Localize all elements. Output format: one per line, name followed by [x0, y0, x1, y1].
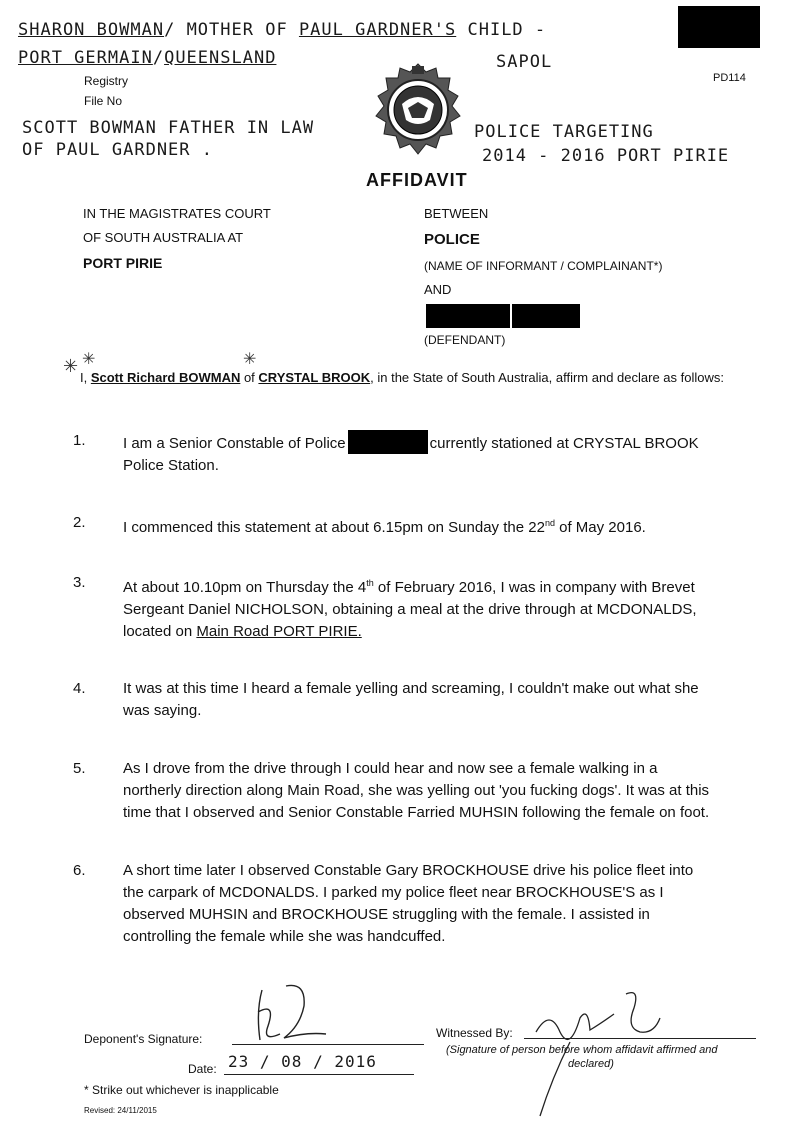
handwritten-name: SHARON BOWMAN	[18, 20, 165, 40]
asterisk-mark-icon: ✳	[82, 351, 96, 368]
handwritten-note-right1: POLICE TARGETING	[474, 122, 654, 142]
handwritten-note-line3: SCOTT BOWMAN FATHER IN LAW	[22, 118, 315, 138]
paragraph-line: A short time later I observed Constable Gary BROCKHOUSE drive his police fleet into	[123, 862, 694, 879]
paragraph-text	[123, 430, 753, 477]
underlined-location: Main Road PORT PIRIE.	[196, 623, 362, 640]
paragraph-line: Sergeant Daniel NICHOLSON, obtaining a meal at the drive through at MCDONALDS,	[123, 601, 697, 618]
file-no-label: File No	[84, 94, 123, 108]
intro-suffix: , in the State of South Australia, affirm and declare as follows:	[370, 370, 724, 385]
redaction-block	[678, 6, 760, 48]
paragraph-number: 1.	[73, 432, 86, 449]
paragraph-number: 3.	[73, 574, 86, 591]
handwritten-person: PAUL GARDNER'S	[298, 20, 457, 40]
between-label: BETWEEN	[424, 206, 489, 221]
strike-out-note: * Strike out whichever is inapplicable	[84, 1083, 279, 1097]
redaction-block	[426, 304, 510, 328]
informant-name: POLICE	[424, 231, 480, 248]
paragraph-line: located on	[123, 623, 197, 640]
handwritten-relation: MOTHER OF	[186, 20, 288, 40]
paragraph-line: As I drove from the drive through I could hear and now see a female walking in a	[123, 760, 658, 777]
asterisk-mark-icon: ✳	[243, 351, 257, 368]
paragraph-line: northerly direction along Main Road, she was yelling out 'you fucking dogs'. It was at this	[123, 782, 710, 799]
paragraph-line: observed MUHSIN and BROCKHOUSE struggling with the female. I assisted in	[123, 906, 650, 923]
paragraph-text	[123, 572, 753, 643]
paragraph-line: the carpark of MCDONALDS. I parked my police fleet near BROCKHOUSE'S as I	[123, 884, 664, 901]
revised-date: Revised: 24/11/2015	[84, 1106, 157, 1115]
paragraph-line: I commenced this statement at about 6.15pm on Sunday the 22	[123, 519, 545, 536]
handwritten-note-line1	[18, 20, 546, 40]
paragraph-text	[123, 758, 753, 824]
paragraph-text	[123, 512, 753, 539]
paragraph-line: Police Station.	[123, 457, 219, 474]
paragraph-line: controlling the female while she was handcuffed.	[123, 928, 446, 945]
paragraph-line: I am a Senior Constable of Police	[123, 435, 346, 452]
form-code: PD114	[713, 72, 746, 84]
superscript: nd	[544, 518, 555, 528]
intro-statement	[80, 370, 724, 385]
redaction-block	[512, 304, 580, 328]
paragraph-number: 4.	[73, 680, 86, 697]
document-title: AFFIDAVIT	[366, 170, 468, 190]
handwritten-separator: /	[164, 20, 176, 40]
handwritten-note-line4: OF PAUL GARDNER .	[22, 140, 213, 160]
intro-of: of	[240, 370, 259, 385]
deponent-signature-icon	[246, 982, 342, 1048]
registry-label: Registry	[84, 74, 129, 88]
paragraph-line: At about 10.10pm on Thursday the 4	[123, 579, 367, 596]
date-line	[224, 1074, 414, 1075]
defendant-label: (DEFENDANT)	[424, 333, 506, 347]
handwritten-state: QUEENSLAND	[164, 48, 277, 68]
deponent-name: Scott Richard BOWMAN	[90, 370, 241, 385]
paragraph-number: 2.	[73, 514, 86, 531]
paragraph-line: It was at this time I heard a female yelling and screaming, I couldn't make out what she	[123, 680, 699, 697]
asterisk-mark-icon: ✳	[63, 356, 79, 376]
paragraph-text	[123, 860, 753, 948]
paragraph-line: time that I observed and Senior Constable Farried MUHSIN following the female on foot.	[123, 804, 710, 821]
paragraph-number: 6.	[73, 862, 86, 879]
police-crest-icon	[372, 62, 464, 158]
witness-note-2: declared)	[568, 1058, 614, 1070]
court-line1: IN THE MAGISTRATES COURT	[83, 206, 271, 221]
deponent-signature-label: Deponent's Signature:	[84, 1032, 203, 1046]
handwritten-child: CHILD -	[467, 20, 547, 40]
superscript: th	[366, 578, 374, 588]
and-label: AND	[424, 282, 452, 297]
paragraph-line: currently stationed at CRYSTAL BROOK	[429, 435, 699, 452]
paragraph-number: 5.	[73, 760, 86, 777]
paragraph-line: of May 2016.	[554, 519, 646, 536]
deponent-place: CRYSTAL BROOK	[258, 370, 371, 385]
court-location: PORT PIRIE	[83, 255, 163, 271]
paragraph-line: of February 2016, I was in company with Brevet	[373, 579, 695, 596]
court-line2: OF SOUTH AUSTRALIA AT	[83, 230, 244, 245]
handwritten-note-right2: 2014 - 2016 PORT PIRIE	[482, 146, 730, 166]
date-label: Date:	[188, 1062, 217, 1076]
handwritten-date: 23 / 08 / 2016	[228, 1052, 377, 1071]
handwritten-note-line2: PORT GERMAIN/QUEENSLAND	[18, 48, 277, 68]
paragraph-text	[123, 678, 753, 722]
handwritten-place: PORT GERMAIN	[18, 48, 153, 68]
witness-label: Witnessed By:	[436, 1026, 513, 1040]
redaction-block	[348, 430, 428, 454]
handwritten-sapol: SAPOL	[496, 52, 553, 72]
informant-label: (NAME OF INFORMANT / COMPLAINANT*)	[424, 259, 663, 273]
witness-note: (Signature of person before whom affidavit affirmed and	[446, 1044, 718, 1056]
intro-prefix: I,	[80, 370, 91, 385]
paragraph-line: was saying.	[123, 702, 202, 719]
